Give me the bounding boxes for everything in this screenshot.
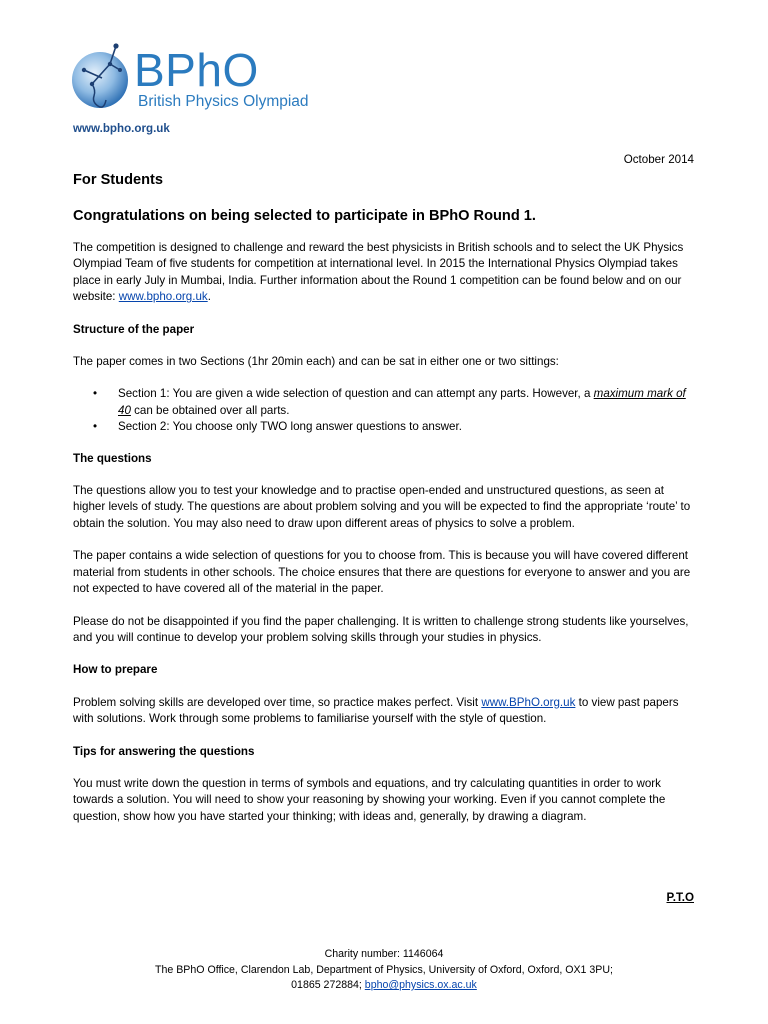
- section1-text: Section 1: You are given a wide selection of question and can attempt any parts. However, a: [118, 387, 594, 401]
- list-item: [118, 419, 698, 435]
- structure-heading: Structure of the paper: [73, 322, 195, 336]
- office-address: The BPhO Office, Clarendon Lab, Department of Physics, University of Oxford, Oxford, OX1 3PU;: [155, 963, 613, 976]
- section1-end: can be obtained over all parts.: [130, 403, 290, 417]
- questions-paragraph-1: The questions allow you to test your knowledge and to practise open-ended and unstructured questions, as seen at higher levels of study. The questions are about problem solving and you will be expected to find the appropriate ‘route’ to obtain the solution. You may also need to draw upon different areas of physics to solve a problem.: [73, 484, 691, 530]
- charity-number: Charity number: 1146064: [324, 948, 444, 960]
- intro-end: .: [207, 290, 211, 304]
- list-item: [118, 386, 698, 419]
- prepare-website-link[interactable]: www.BPhO.org.uk: [481, 695, 576, 709]
- questions-heading: The questions: [73, 451, 152, 465]
- footer: [0, 947, 768, 994]
- intro-website-link[interactable]: www.bpho.org.uk: [118, 290, 208, 304]
- bpho-logo: [70, 40, 340, 116]
- congrats-heading: Congratulations on being selected to participate in BPhO Round 1.: [73, 208, 536, 224]
- logo-wordmark: BPhO: [134, 44, 259, 96]
- for-students-heading: For Students: [73, 172, 163, 188]
- contact-line: [0, 978, 768, 994]
- email-link[interactable]: bpho@physics.ox.ac.uk: [364, 979, 477, 991]
- atom-globe-icon: [70, 40, 140, 116]
- intro-text: The competition is designed to challenge and reward the best physicists in British schools and to select the UK Physics Olympiad Team of five students for competition at international level. In 2015 the International Physics Olympiad takes place in early July in Mumbai, India. Further information about the Round 1 competition can be found below and on our website:: [73, 241, 684, 304]
- section1-emphasis: maximum mark of 40: [118, 387, 686, 417]
- sections-list: [73, 386, 698, 435]
- prepare-text: Problem solving skills are developed over time, so practice makes perfect. Visit: [73, 695, 482, 709]
- tips-paragraph: You must write down the question in terms of symbols and equations, and try calculating quantities in order to work towards a solution. You will need to show your reasoning by showing your working. Even if you cannot complete the question, show how you have started your thinking; with ideas and, generally, by drawing a diagram.: [73, 776, 666, 823]
- prepare-heading: How to prepare: [73, 663, 158, 677]
- pto-label: P.T.O: [666, 891, 694, 904]
- questions-paragraph-2: The paper contains a wide selection of questions for you to choose from. This is because you will have covered different material from students in other schools. The choice ensures that there are questions for everyone to answer and you are not expected to have covered all of the material in the paper.: [73, 549, 691, 596]
- tips-heading: Tips for answering the questions: [73, 744, 255, 758]
- letter-body: [73, 170, 698, 841]
- questions-paragraph-3: Please do not be disappointed if you find the paper challenging. It is written to challenge strong students like yourselves, and you will continue to develop your problem solving skills through your studies in physics.: [73, 614, 689, 644]
- logo-subtitle: British Physics Olympiad: [138, 93, 309, 110]
- section2-text: Section 2: You choose only TWO long answer questions to answer.: [118, 420, 462, 434]
- letter-date: October 2014: [623, 153, 694, 166]
- intro-paragraph: [73, 240, 698, 306]
- prepare-end: to view past papers with solutions. Work through some problems to familiarise yourself with the style of question.: [73, 695, 679, 726]
- website-link[interactable]: www.bpho.org.uk: [73, 122, 170, 135]
- prepare-paragraph: [73, 695, 698, 728]
- phone-number: 01865 272884;: [291, 979, 365, 991]
- structure-paragraph: The paper comes in two Sections (1hr 20min each) and can be sat in either one or two sittings:: [73, 355, 559, 369]
